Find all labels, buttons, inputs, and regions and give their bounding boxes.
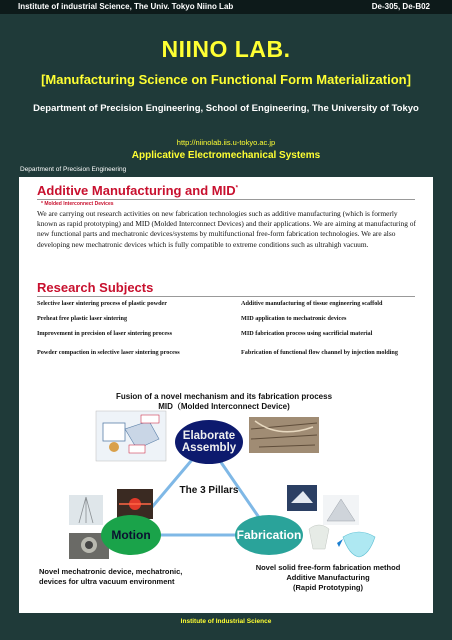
department-small: Department of Precision Engineering xyxy=(20,166,127,173)
subject-right-3: MID fabrication process using sacrificial material xyxy=(241,330,373,337)
am-heading-mark: * xyxy=(235,185,238,192)
header-room: De-305, De-B02 xyxy=(371,2,430,11)
department-line: Department of Precision Engineering, School of Engineering, The University of Tokyo xyxy=(33,103,419,114)
subject-left-4: Powder compaction in selective laser sintering process xyxy=(37,349,180,356)
fusion-line-2: MID（Molded Interconnect Device) xyxy=(158,402,290,411)
assembly-label: Assembly xyxy=(181,442,237,454)
fab-caption-3: (Rapid Prototyping) xyxy=(293,583,363,592)
elaborate-assembly-label xyxy=(175,430,243,454)
subject-right-1: Additive manufacturing of tissue engineering scaffold xyxy=(241,300,383,307)
three-pillars-label: The 3 Pillars xyxy=(179,485,239,496)
am-body-text: We are carrying out research activities on new fabrication technologies such as additive manufacturing (which is formerly known as rapid prototyping) and MID (Molded Interconnect Devices) and their applications. We are aiming at manufacturing of new functional parts and mechatronic devices/systems by multifunctional free-form fabrication technologies. We are also developing new mechatronic devices which is fully compatible to extreme conditions such as ultrahigh vacuum. xyxy=(37,209,416,249)
mid-footnote: * Molded Interconnect Devices xyxy=(41,201,114,207)
fabrication-label: Fabrication xyxy=(236,528,302,542)
lab-url[interactable]: http://niinolab.iis.u-tokyo.ac.jp xyxy=(176,138,276,147)
subject-left-1: Selective laser sintering process of plastic powder xyxy=(37,300,168,307)
header-institute: Institute of industrial Science, The Univ. Tokyo Niino Lab xyxy=(18,2,234,11)
fusion-line-1: Fusion of a novel mechanism and its fabrication process xyxy=(115,392,333,401)
footer-institute: Institute of Industrial Science xyxy=(180,618,272,625)
content-panel xyxy=(19,177,433,613)
elaborate-label: Elaborate xyxy=(182,430,236,442)
motion-caption-1: Novel mechatronic device, mechatronic, xyxy=(39,567,183,576)
am-heading-text: Additive Manufacturing and MID xyxy=(37,183,236,198)
motion-caption xyxy=(39,567,229,587)
fabrication-photos xyxy=(287,485,375,557)
motion-label: Motion xyxy=(111,528,151,542)
fab-caption-1: Novel solid free-form fabrication method xyxy=(255,563,401,572)
header-bar xyxy=(0,0,452,14)
assembly-photo xyxy=(249,417,319,453)
lab-title: NIINO LAB. xyxy=(161,36,291,62)
motion-caption-2: devices for ultra vacuum environment xyxy=(39,577,175,586)
fabrication-caption xyxy=(233,563,423,593)
lab-subtitle: [Manufacturing Science on Functional Form Materialization] xyxy=(41,72,411,87)
subject-left-2: Preheat free plastic laser sintering xyxy=(37,315,128,322)
subject-right-2: MID application to mechatronic devices xyxy=(241,315,347,322)
subject-left-3: Improvement in precision of laser sintering process xyxy=(37,330,172,337)
research-heading: Research Subjects xyxy=(37,280,154,295)
mid-device-photo xyxy=(96,411,166,461)
fab-caption-2: Additive Manufacturing xyxy=(286,573,370,582)
subject-right-4: Fabrication of functional flow channel by injection molding xyxy=(241,349,398,356)
applicative-systems: Applicative Electromechanical Systems xyxy=(131,150,321,161)
fusion-caption xyxy=(79,392,369,412)
